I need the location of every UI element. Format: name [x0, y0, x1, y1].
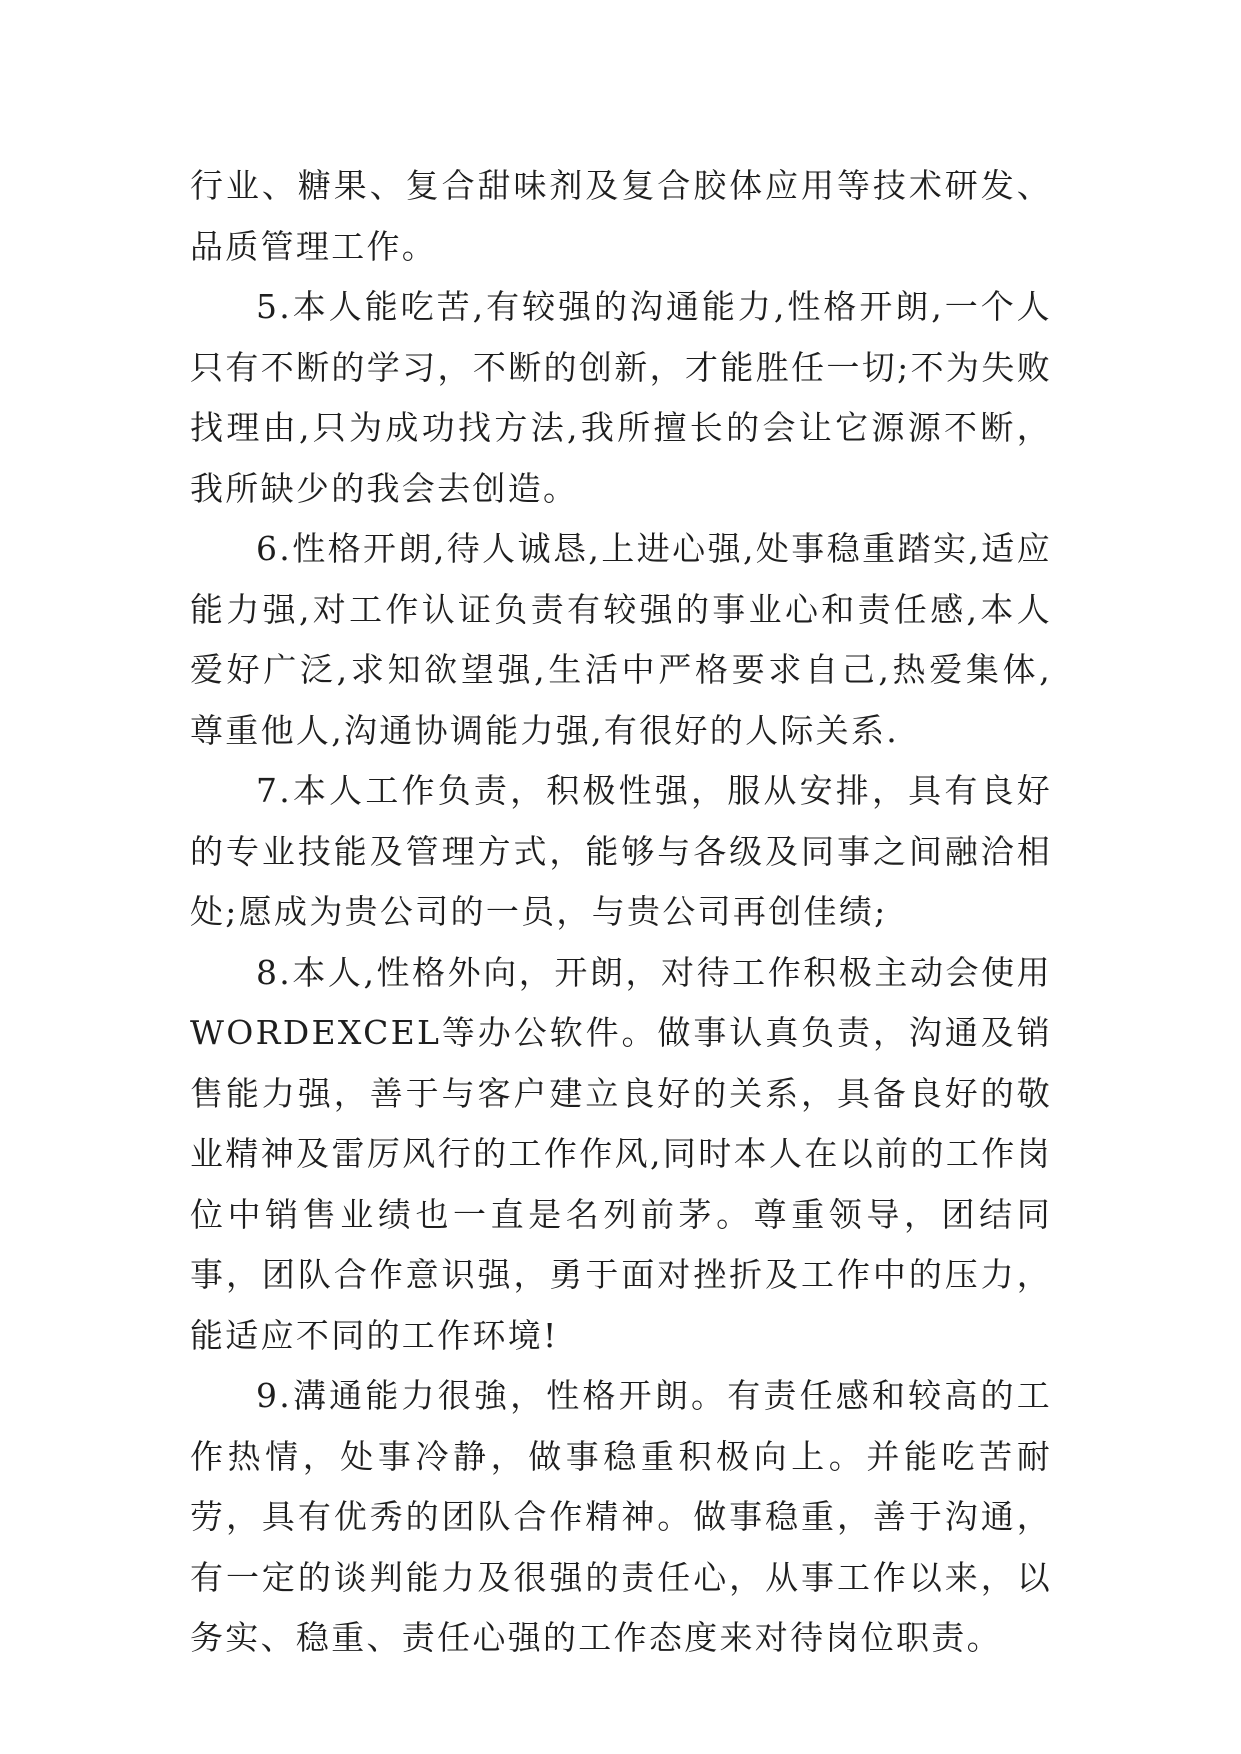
paragraph-continued: 行业、糖果、复合甜味剂及复合胶体应用等技术研发、品质管理工作。 — [190, 166, 1052, 266]
paragraph-item-7: 7.本人工作负责，积极性强，服从安排，具有良好的专业技能及管理方式，能够与各级及同事之间融洽相处;愿成为贵公司的一员，与贵公司再创佳绩; — [190, 771, 1052, 931]
paragraph-item-5: 5.本人能吃苦,有较强的沟通能力,性格开朗,一个人只有不断的学习，不断的创新，才能胜任一切;不为失败找理由,只为成功找方法,我所擅长的会让它源源不断，我所缺少的我会去创造。 — [190, 287, 1052, 508]
paragraph-item-9: 9.溝通能力很強，性格开朗。有责任感和较高的工作热情，处事冷静，做事稳重积极向上。并能吃苦耐劳，具有优秀的团队合作精神。做事稳重，善于沟通，有一定的谈判能力及很强的责任心，从事工作以来，以务实、稳重、责任心强的工作态度来对待岗位职责。 — [190, 1376, 1052, 1657]
document-body — [190, 156, 1052, 1669]
paragraph-item-8: 8.本人,性格外向，开朗，对待工作积极主动会使用WORDEXCEL等办公软件。做事认真负责，沟通及销售能力强，善于与客户建立良好的关系，具备良好的敬业精神及雷厉风行的工作作风,同时本人在以前的工作岗位中销售业绩也一直是名列前茅。尊重领导，团结同事，团队合作意识强，勇于面对挫折及工作中的压力，能适应不同的工作环境! — [190, 952, 1052, 1355]
paragraph-item-6: 6.性格开朗,待人诚恳,上进心强,处事稳重踏实,适应能力强,对工作认证负责有较强的事业心和责任感,本人爱好广泛,求知欲望强,生活中严格要求自己,热爱集体,尊重他人,沟通协调能力强,有很好的人际关系. — [190, 529, 1052, 750]
